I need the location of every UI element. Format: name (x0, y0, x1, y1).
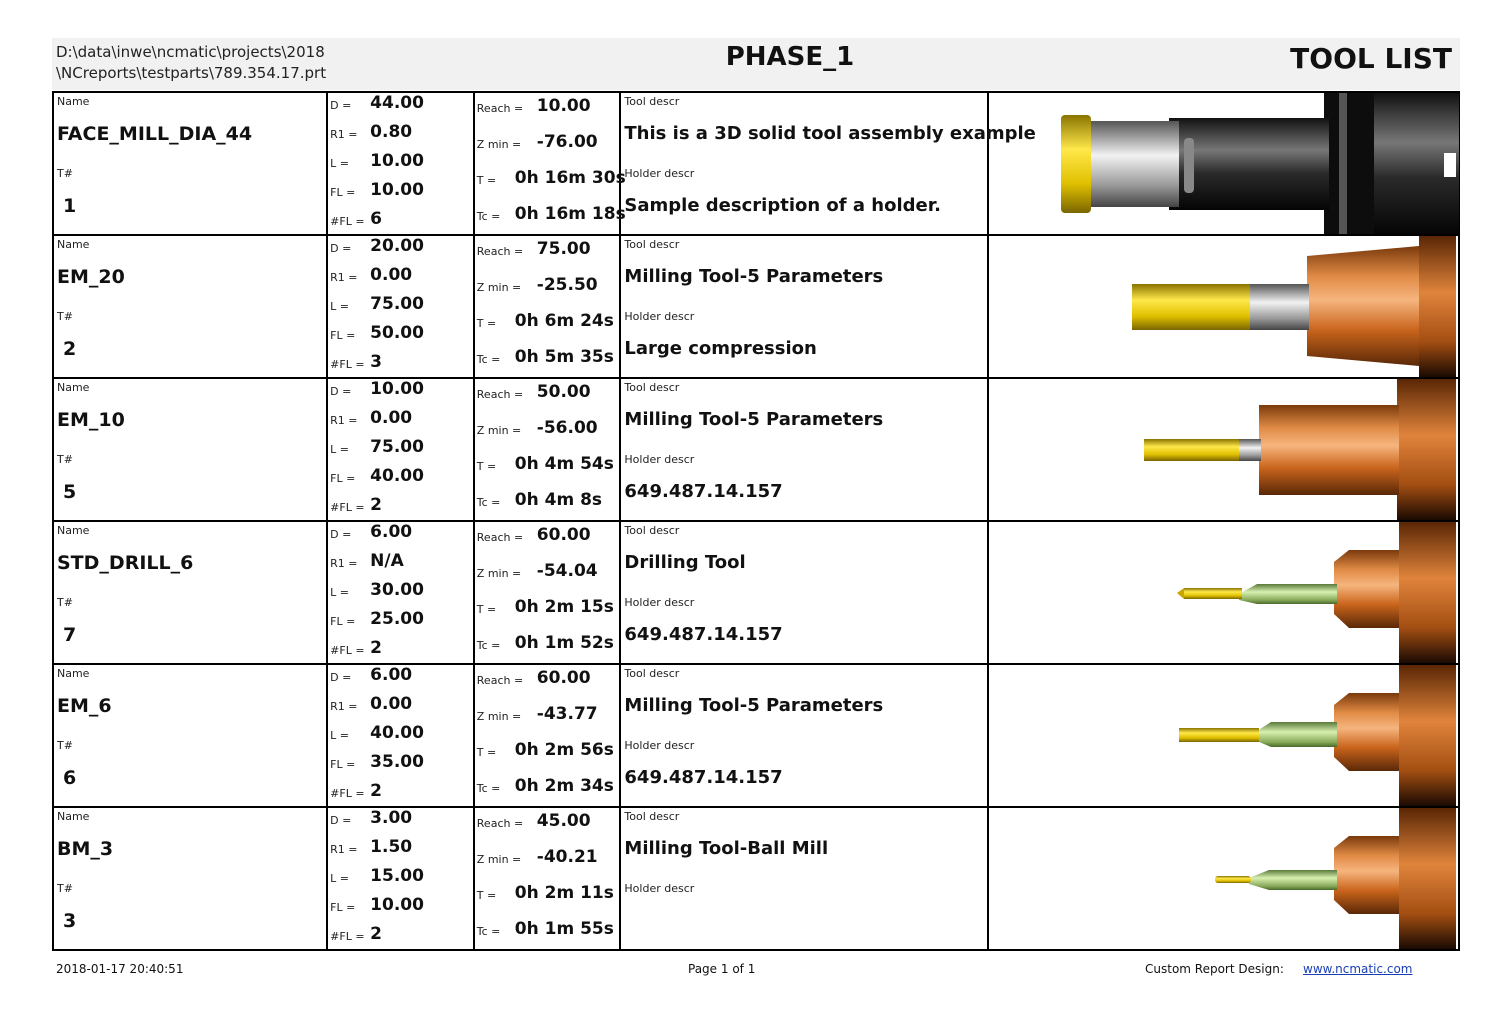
tool-description-cell (620, 378, 988, 521)
name-label: Name (57, 381, 90, 394)
tool-number: 3 (63, 910, 77, 932)
tool-descr: Milling Tool-Ball Mill (624, 838, 829, 859)
machining-time-value: 0h 2m 15s (514, 597, 614, 617)
name-label: Name (57, 810, 90, 823)
tool-number: 2 (63, 338, 77, 360)
flute-length-value: 50.00 (370, 323, 424, 343)
holder-descr-label: Holder descr (624, 739, 695, 752)
z-min-value: -76.00 (536, 132, 598, 152)
name-label: Name (57, 95, 90, 108)
tool-name-cell (53, 521, 327, 664)
end-mill-20-image (989, 236, 1456, 377)
adapter-taper (1089, 121, 1179, 207)
tool-times-cell (474, 521, 621, 664)
end-mill-10-image (989, 379, 1456, 520)
tool-number-label: T# (57, 882, 73, 895)
holder-descr: 649.487.14.157 (624, 767, 783, 788)
length-value: 30.00 (370, 580, 424, 600)
cutting-time-value: 0h 5m 35s (514, 347, 614, 367)
corner-radius-label: R1 = (330, 843, 358, 856)
drill-flutes (1184, 588, 1242, 599)
machining-time-label: T = (476, 460, 497, 473)
tool-number: 5 (63, 481, 77, 503)
diameter-label: D = (330, 242, 352, 255)
tool-descr: This is a 3D solid tool assembly example (624, 123, 1036, 144)
tool-descr: Milling Tool-5 Parameters (624, 266, 884, 287)
tool-name-cell (53, 664, 327, 807)
corner-radius-value: 0.00 (370, 694, 413, 714)
holder-descr-label: Holder descr (624, 596, 695, 609)
cutting-time-label: Tc = (476, 496, 501, 509)
holder-body (1307, 246, 1419, 366)
face-mill-assembly-image (989, 93, 1456, 234)
corner-radius-label: R1 = (330, 700, 358, 713)
file-path-line-1: D:\data\inwe\ncmatic\projects\2018 (56, 43, 325, 61)
tool-times-cell (474, 664, 621, 807)
cutting-time-value: 0h 16m 18s (514, 204, 626, 224)
tool-dimensions-cell (327, 92, 474, 235)
holder-body (1334, 693, 1399, 771)
tool-image-cell (988, 378, 1459, 521)
end-mill-6-image (989, 665, 1456, 806)
phase-title: PHASE_1 (725, 42, 855, 72)
reach-label: Reach = (476, 531, 524, 544)
flute-length-value: 10.00 (370, 180, 424, 200)
length-value: 10.00 (370, 151, 424, 171)
tool-number: 6 (63, 767, 77, 789)
holder-flange (1397, 379, 1456, 520)
tool-number-label: T# (57, 739, 73, 752)
flute-count-value: 6 (370, 209, 382, 229)
tool-descr-label: Tool descr (624, 238, 680, 251)
flute-count-value: 2 (370, 638, 382, 658)
tool-descr: Milling Tool-5 Parameters (624, 409, 884, 430)
diameter-value: 20.00 (370, 236, 424, 256)
drill-tip (1177, 588, 1184, 599)
reach-label: Reach = (476, 817, 524, 830)
holder-flange (1419, 236, 1456, 377)
machining-time-label: T = (476, 174, 497, 187)
cutting-time-value: 0h 1m 55s (514, 919, 614, 939)
tool-dimensions-cell (327, 378, 474, 521)
corner-radius-value: N/A (370, 551, 404, 571)
machining-time-value: 0h 2m 11s (514, 883, 614, 903)
tool-number: 1 (63, 195, 77, 217)
tool-description-cell (620, 92, 1036, 235)
machining-time-value: 0h 6m 24s (514, 311, 614, 331)
machining-time-value: 0h 2m 56s (514, 740, 614, 760)
tool-table (52, 91, 1460, 951)
tool-dimensions-cell (327, 807, 474, 950)
machining-time-value: 0h 4m 54s (514, 454, 614, 474)
cutter-flutes (1144, 439, 1239, 461)
cutting-time-label: Tc = (476, 639, 501, 652)
tool-times-cell (474, 235, 621, 378)
machining-time-label: T = (476, 746, 497, 759)
drill-6-image (989, 522, 1456, 663)
tool-dimensions-cell (327, 521, 474, 664)
reach-label: Reach = (476, 674, 524, 687)
flute-count-label: #FL = (330, 215, 365, 228)
tool-description-cell (620, 235, 988, 378)
cutting-time-value: 0h 4m 8s (514, 490, 603, 510)
file-path (56, 42, 326, 84)
machining-time-label: T = (476, 603, 497, 616)
corner-radius-label: R1 = (330, 557, 358, 570)
reach-value: 75.00 (536, 239, 591, 259)
tool-shank (1237, 439, 1261, 461)
cutting-time-label: Tc = (476, 353, 501, 366)
ncmatic-link[interactable]: www.ncmatic.com (1303, 962, 1413, 976)
tool-image-cell (988, 521, 1459, 664)
length-label: L = (330, 157, 349, 170)
holder-descr: Sample description of a holder. (624, 195, 941, 216)
reach-label: Reach = (476, 245, 524, 258)
tool-dimensions-cell (327, 235, 474, 378)
tool-number-label: T# (57, 596, 73, 609)
tool-number: 7 (63, 624, 77, 646)
tool-times-cell (474, 807, 621, 950)
tool-shank (1257, 722, 1337, 747)
holder-descr-label: Holder descr (624, 310, 695, 323)
diameter-value: 3.00 (370, 808, 413, 828)
holder-descr: 649.487.14.157 (624, 481, 783, 502)
tool-number-label: T# (57, 167, 73, 180)
diameter-label: D = (330, 671, 352, 684)
tool-row (53, 235, 1459, 378)
length-value: 40.00 (370, 723, 424, 743)
flute-length-label: FL = (330, 472, 356, 485)
flute-count-label: #FL = (330, 501, 365, 514)
length-value: 75.00 (370, 437, 424, 457)
machining-time-value: 0h 16m 30s (514, 168, 626, 188)
holder-flange (1324, 93, 1374, 234)
flute-count-label: #FL = (330, 930, 365, 943)
tool-row (53, 807, 1459, 950)
holder-flange (1399, 808, 1456, 949)
z-min-value: -56.00 (536, 418, 598, 438)
collar-slot (1184, 138, 1194, 193)
z-min-label: Z min = (476, 853, 522, 866)
name-label: Name (57, 667, 90, 680)
tool-name-cell (53, 378, 327, 521)
reach-label: Reach = (476, 102, 524, 115)
tool-descr: Milling Tool-5 Parameters (624, 695, 884, 716)
holder-body (1259, 405, 1399, 495)
holder-body (1334, 550, 1399, 628)
tool-name-cell (53, 235, 327, 378)
face-mill-cutter (1061, 115, 1091, 213)
cutting-time-value: 0h 1m 52s (514, 633, 614, 653)
name-label: Name (57, 524, 90, 537)
tool-number-label: T# (57, 453, 73, 466)
diameter-label: D = (330, 528, 352, 541)
corner-radius-value: 1.50 (370, 837, 413, 857)
flute-count-value: 3 (370, 352, 382, 372)
tool-shank (1249, 284, 1309, 330)
z-min-value: -25.50 (536, 275, 598, 295)
cutter-flutes (1179, 728, 1259, 742)
name-label: Name (57, 238, 90, 251)
z-min-label: Z min = (476, 567, 522, 580)
diameter-value: 6.00 (370, 522, 413, 542)
tool-descr: Drilling Tool (624, 552, 746, 573)
tool-image-cell (988, 807, 1459, 950)
cutting-time-label: Tc = (476, 782, 501, 795)
flute-count-value: 2 (370, 495, 382, 515)
page-number: Page 1 of 1 (688, 962, 756, 976)
tool-image-cell (988, 664, 1459, 807)
flange-groove (1339, 93, 1347, 234)
z-min-value: -54.04 (536, 561, 598, 581)
holder-body (1334, 836, 1399, 914)
tool-image-cell (988, 92, 1459, 235)
ball-mill-flutes (1215, 876, 1251, 883)
z-min-value: -43.77 (536, 704, 598, 724)
holder-descr: Large compression (624, 338, 817, 359)
cutting-time-label: Tc = (476, 210, 501, 223)
z-min-label: Z min = (476, 138, 522, 151)
flute-length-label: FL = (330, 615, 356, 628)
reach-value: 60.00 (536, 525, 591, 545)
reach-value: 60.00 (536, 668, 591, 688)
flute-length-label: FL = (330, 186, 356, 199)
tool-shank (1249, 870, 1337, 890)
tool-descr-label: Tool descr (624, 381, 680, 394)
tool-descr-label: Tool descr (624, 524, 680, 537)
reach-value: 45.00 (536, 811, 591, 831)
machining-time-label: T = (476, 889, 497, 902)
length-label: L = (330, 872, 349, 885)
tool-description-cell (620, 807, 988, 950)
machining-time-label: T = (476, 317, 497, 330)
tool-row (53, 92, 1459, 235)
cutting-time-label: Tc = (476, 925, 501, 938)
tool-descr-label: Tool descr (624, 95, 680, 108)
tool-row (53, 378, 1459, 521)
flute-count-label: #FL = (330, 358, 365, 371)
flute-count-label: #FL = (330, 787, 365, 800)
corner-radius-value: 0.80 (370, 122, 413, 142)
corner-radius-label: R1 = (330, 271, 358, 284)
corner-radius-value: 0.00 (370, 408, 413, 428)
flute-length-label: FL = (330, 329, 356, 342)
length-label: L = (330, 443, 349, 456)
reach-label: Reach = (476, 388, 524, 401)
length-label: L = (330, 300, 349, 313)
file-path-line-2: \NCreports\testparts\789.354.17.prt (56, 64, 327, 82)
diameter-label: D = (330, 814, 352, 827)
tool-shank (1239, 584, 1337, 604)
z-min-value: -40.21 (536, 847, 598, 867)
tool-name: STD_DRILL_6 (57, 552, 194, 574)
tool-name-cell (53, 92, 327, 235)
tool-name: EM_20 (57, 266, 125, 288)
diameter-label: D = (330, 99, 352, 112)
report-datetime: 2018-01-17 20:40:51 (56, 962, 184, 976)
z-min-label: Z min = (476, 710, 522, 723)
length-label: L = (330, 586, 349, 599)
diameter-value: 10.00 (370, 379, 424, 399)
tool-description-cell (620, 521, 988, 664)
flute-length-value: 35.00 (370, 752, 424, 772)
tool-image-cell (988, 235, 1459, 378)
z-min-label: Z min = (476, 424, 522, 437)
z-min-label: Z min = (476, 281, 522, 294)
length-label: L = (330, 729, 349, 742)
holder-flange (1399, 665, 1456, 806)
tool-row (53, 664, 1459, 807)
report-title: TOOL LIST (1290, 42, 1452, 75)
holder-notch (1444, 153, 1456, 177)
flute-count-value: 2 (370, 924, 382, 944)
holder-descr: 649.487.14.157 (624, 624, 783, 645)
tool-times-cell (474, 378, 621, 521)
corner-radius-label: R1 = (330, 128, 358, 141)
custom-design-label: Custom Report Design: (1145, 962, 1284, 976)
diameter-value: 6.00 (370, 665, 413, 685)
flute-count-label: #FL = (330, 644, 365, 657)
tool-descr-label: Tool descr (624, 810, 680, 823)
tool-times-cell (474, 92, 626, 235)
holder-descr-label: Holder descr (624, 882, 695, 895)
length-value: 15.00 (370, 866, 424, 886)
tool-name-cell (53, 807, 327, 950)
holder-descr-label: Holder descr (624, 453, 695, 466)
length-value: 75.00 (370, 294, 424, 314)
tool-name: BM_3 (57, 838, 114, 860)
flute-length-value: 40.00 (370, 466, 424, 486)
tool-row (53, 521, 1459, 664)
flute-length-label: FL = (330, 901, 356, 914)
reach-value: 10.00 (536, 96, 591, 116)
holder-flange (1399, 522, 1456, 663)
flute-length-value: 10.00 (370, 895, 424, 915)
reach-value: 50.00 (536, 382, 591, 402)
holder-descr-label: Holder descr (624, 167, 695, 180)
cutter-flutes (1132, 284, 1250, 330)
tool-name: FACE_MILL_DIA_44 (57, 123, 253, 145)
tool-dimensions-cell (327, 664, 474, 807)
tool-number-label: T# (57, 310, 73, 323)
flute-length-label: FL = (330, 758, 356, 771)
diameter-value: 44.00 (370, 93, 424, 113)
cutting-time-value: 0h 2m 34s (514, 776, 614, 796)
flute-length-value: 25.00 (370, 609, 424, 629)
tool-name: EM_10 (57, 409, 125, 431)
ball-mill-3-image (989, 808, 1456, 949)
corner-radius-value: 0.00 (370, 265, 413, 285)
corner-radius-label: R1 = (330, 414, 358, 427)
tool-description-cell (620, 664, 988, 807)
tool-name: EM_6 (57, 695, 112, 717)
flute-count-value: 2 (370, 781, 382, 801)
tool-descr-label: Tool descr (624, 667, 680, 680)
diameter-label: D = (330, 385, 352, 398)
